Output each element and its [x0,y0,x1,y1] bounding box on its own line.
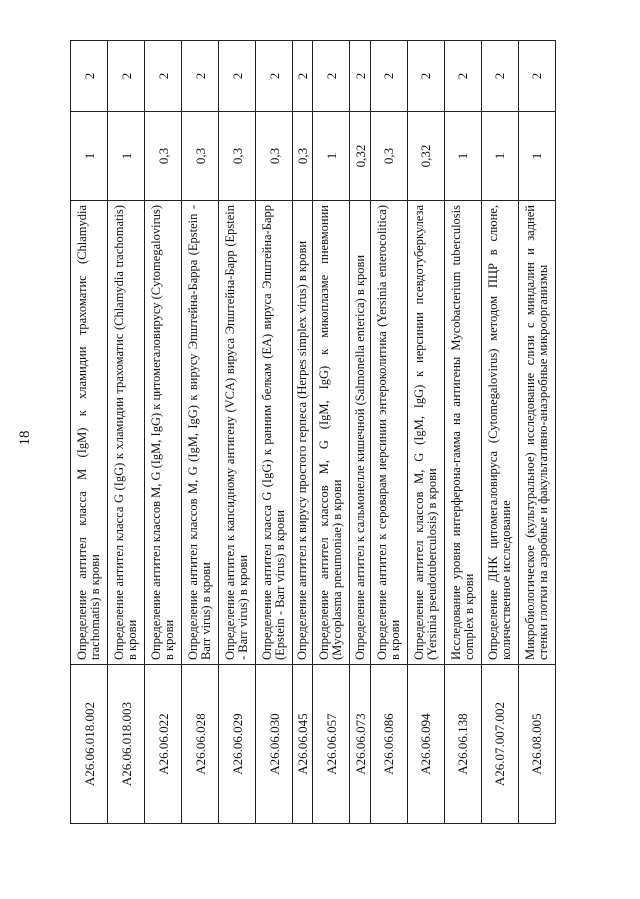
row-coefficient: 2 [256,41,293,112]
row-value: 1 [518,112,555,201]
services-table [70,40,556,824]
row-coefficient: 2 [219,41,256,112]
row-code: A26.07.007.002 [481,665,518,824]
table-row [219,41,256,824]
table-row [108,41,145,824]
row-value: 0,3 [256,112,293,201]
row-description: Определение антител класса G (IgG) к хламидии трахоматис (Chlamydia trachomatis) в крови [108,201,145,665]
row-code: A26.06.030 [256,665,293,824]
row-description: Определение антител классов M, G (IgM, IgG) к вирусу Эпштейна-Барра (Epstein - Barr virus) в крови [182,201,219,665]
row-code: A26.06.045 [293,665,313,824]
table-body [71,41,556,824]
row-code: A26.06.018.003 [108,665,145,824]
table-row [407,41,444,824]
row-value: 1 [313,112,350,201]
row-value: 0,3 [370,112,407,201]
row-description: Исследование уровня интерферона-гамма на антигены Mycobacterium tuberculosis complex в крови [444,201,481,665]
table-row [71,41,108,824]
row-code: A26.08.005 [518,665,555,824]
row-value: 0,32 [350,112,370,201]
row-description: Определение антител классов M, G (IgM, IgG) к микоплазме пневмонии (Mycoplasma pneumoniae) в крови [313,201,350,665]
row-description: Определение антител к капсидному антигену (VCA) вируса Эпштейна-Барр (Epstein - Barr virus) в крови [219,201,256,665]
table-row [256,41,293,824]
row-description: Определение ДНК цитомегаловируса (Cytomegalovirus) методом ПЦР в слюне, количественное исследование [481,201,518,665]
row-coefficient: 2 [182,41,219,112]
row-coefficient: 2 [293,41,313,112]
row-value: 0,3 [219,112,256,201]
row-code: A26.06.138 [444,665,481,824]
row-value: 1 [71,112,108,201]
rotated-table-container [70,40,556,824]
row-description: Микробиологическое (культуральное) исследование слизи с миндалин и задней стенки глотки на аэробные и факультативно-анаэробные микроорганизмы [518,201,555,665]
table-row [145,41,182,824]
row-coefficient: 2 [407,41,444,112]
table-row [182,41,219,824]
row-coefficient: 2 [71,41,108,112]
row-code: A26.06.028 [182,665,219,824]
table-row [313,41,350,824]
row-description: Определение антител классов M, G (IgM, IgG) к цитомегаловирусу (Cytomegalovirus) в крови [145,201,182,665]
row-code: A26.06.018.002 [71,665,108,824]
row-coefficient: 2 [370,41,407,112]
row-code: A26.06.094 [407,665,444,824]
row-coefficient: 2 [444,41,481,112]
row-coefficient: 2 [145,41,182,112]
row-code: A26.06.022 [145,665,182,824]
row-value: 1 [444,112,481,201]
page-number: 18 [17,430,33,446]
row-description: Определение антител класса G (IgG) к ранним белкам (EA) вируса Эпштейна-Барр (Epstein - Barr virus) в крови [256,201,293,665]
table-row [444,41,481,824]
row-description: Определение антител к сероварам иерсинии энтероколитика (Yersinia enterocolitica) в крови [370,201,407,665]
row-description: Определение антител классов M, G (IgM, IgG) к иерсинии псевдотуберкулеза (Yersinia pseudotuberculosis) в крови [407,201,444,665]
table-row [370,41,407,824]
row-code: A26.06.073 [350,665,370,824]
table-row [293,41,313,824]
table-row [518,41,555,824]
row-value: 1 [481,112,518,201]
row-code: A26.06.057 [313,665,350,824]
row-coefficient: 2 [350,41,370,112]
table-row [350,41,370,824]
row-coefficient: 2 [313,41,350,112]
table-wrapper [70,40,556,824]
row-value: 0,3 [182,112,219,201]
row-value: 0,3 [293,112,313,201]
row-coefficient: 2 [481,41,518,112]
row-coefficient: 2 [108,41,145,112]
row-value: 1 [108,112,145,201]
row-coefficient: 2 [518,41,555,112]
row-description: Определение антител класса M (IgM) к хламидии трахоматис (Chlamydia trachomatis) в крови [71,201,108,665]
row-description: Определение антител к вирусу простого герпеса (Herpes simplex virus) в крови [293,201,313,665]
row-description: Определение антител к сальмонелле кишечной (Salmonella enterica) в крови [350,201,370,665]
row-code: A26.06.086 [370,665,407,824]
row-value: 0,3 [145,112,182,201]
row-value: 0,32 [407,112,444,201]
row-code: A26.06.029 [219,665,256,824]
table-row [481,41,518,824]
